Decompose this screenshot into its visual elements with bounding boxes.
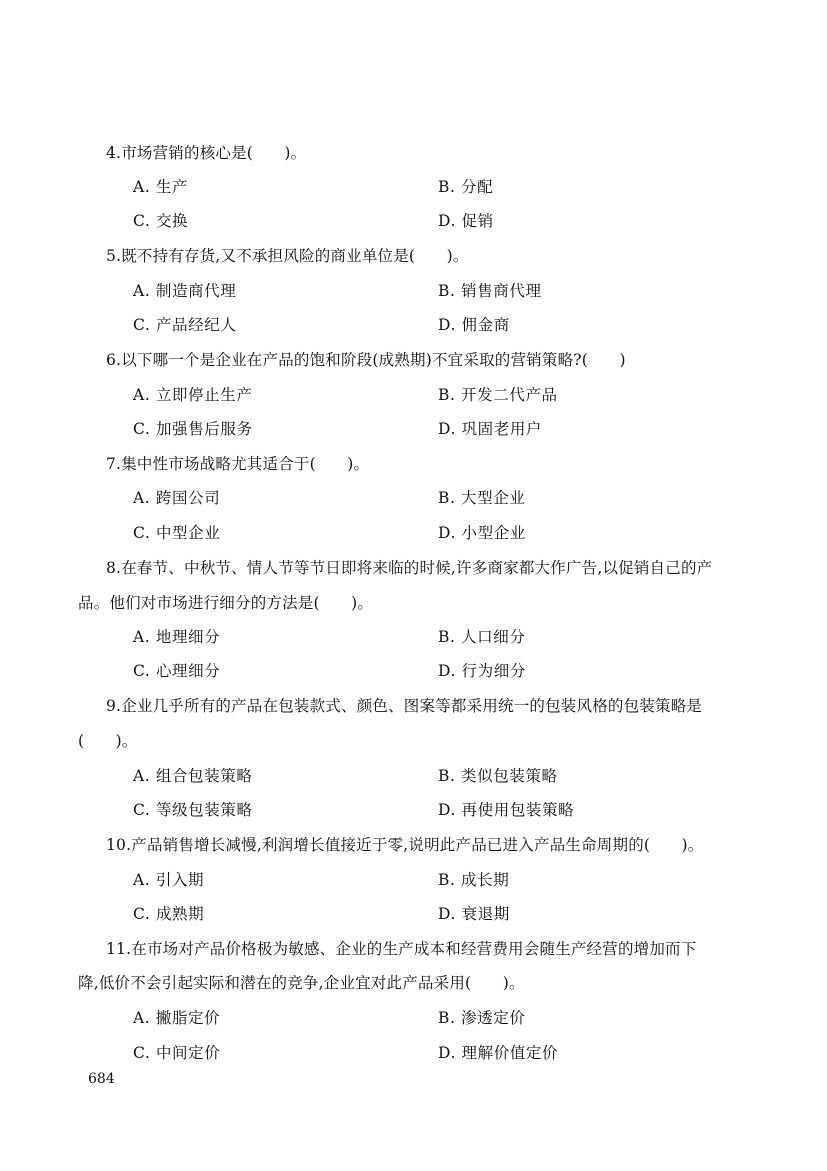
question-6-option-a: A. 立即停止生产 — [133, 386, 253, 404]
question-6-stem: 6.以下哪一个是企业在产品的饱和阶段(成熟期)不宜采取的营销策略?( ) — [106, 351, 626, 369]
question-11-option-b: B. 渗透定价 — [438, 1009, 526, 1027]
question-10-option-d: D. 衰退期 — [438, 905, 510, 923]
question-6-option-b: B. 开发二代产品 — [438, 386, 558, 404]
question-8-option-d: D. 行为细分 — [438, 662, 526, 680]
question-10-option-c: C. 成熟期 — [133, 905, 205, 923]
question-5-option-c: C. 产品经纪人 — [133, 316, 237, 334]
question-5-option-d: D. 佣金商 — [438, 316, 510, 334]
question-4-stem: 4.市场营销的核心是( )。 — [106, 144, 307, 162]
question-7-option-b: B. 大型企业 — [438, 489, 526, 507]
question-10-option-a: A. 引入期 — [133, 871, 205, 889]
question-11-stem-line-2: 降,低价不会引起实际和潜在的竞争,企业宜对此产品采用( )。 — [78, 974, 525, 992]
question-8-option-a: A. 地理细分 — [133, 628, 221, 646]
question-11-option-a: A. 撇脂定价 — [133, 1009, 221, 1027]
question-6-option-c: C. 加强售后服务 — [133, 420, 253, 438]
question-9-option-b: B. 类似包装策略 — [438, 767, 558, 785]
question-8-option-c: C. 心理细分 — [133, 662, 221, 680]
question-9-option-d: D. 再使用包装策略 — [438, 801, 575, 819]
question-8-option-b: B. 人口细分 — [438, 628, 526, 646]
question-4-option-a: A. 生产 — [133, 178, 189, 196]
question-7-stem: 7.集中性市场战略尤其适合于( )。 — [106, 455, 370, 473]
question-9-stem-line-2: ( )。 — [78, 732, 138, 750]
question-5-stem: 5.既不持有存货,又不承担风险的商业单位是( )。 — [106, 247, 469, 265]
question-10-option-b: B. 成长期 — [438, 871, 510, 889]
question-11-option-d: D. 理解价值定价 — [438, 1044, 559, 1062]
question-5-option-b: B. 销售商代理 — [438, 282, 542, 300]
question-11-option-c: C. 中间定价 — [133, 1044, 221, 1062]
question-7-option-c: C. 中型企业 — [133, 524, 221, 542]
question-7-option-d: D. 小型企业 — [438, 524, 526, 542]
question-4-option-c: C. 交换 — [133, 212, 189, 230]
question-8-stem-line-1: 8.在春节、中秋节、情人节等节日即将来临的时候,许多商家都大作广告,以促销自己的产 — [106, 559, 713, 577]
question-10-stem: 10.产品销售增长减慢,利润增长值接近于零,说明此产品已进入产品生命周期的( )。 — [106, 836, 704, 854]
page-number: 684 — [88, 1071, 115, 1087]
question-6-option-d: D. 巩固老用户 — [438, 420, 543, 438]
question-9-option-a: A. 组合包装策略 — [133, 767, 253, 785]
question-5-option-a: A. 制造商代理 — [133, 282, 237, 300]
question-11-stem-line-1: 11.在市场对产品价格极为敏感、企业的生产成本和经营费用会随生产经营的增加而下 — [106, 940, 697, 958]
question-4-option-d: D. 促销 — [438, 212, 494, 230]
question-7-option-a: A. 跨国公司 — [133, 489, 221, 507]
question-9-option-c: C. 等级包装策略 — [133, 801, 253, 819]
question-8-stem-line-2: 品。他们对市场进行细分的方法是( )。 — [78, 594, 374, 612]
question-4-option-b: B. 分配 — [438, 178, 494, 196]
question-9-stem-line-1: 9.企业几乎所有的产品在包装款式、颜色、图案等都采用统一的包装风格的包装策略是 — [106, 697, 703, 715]
